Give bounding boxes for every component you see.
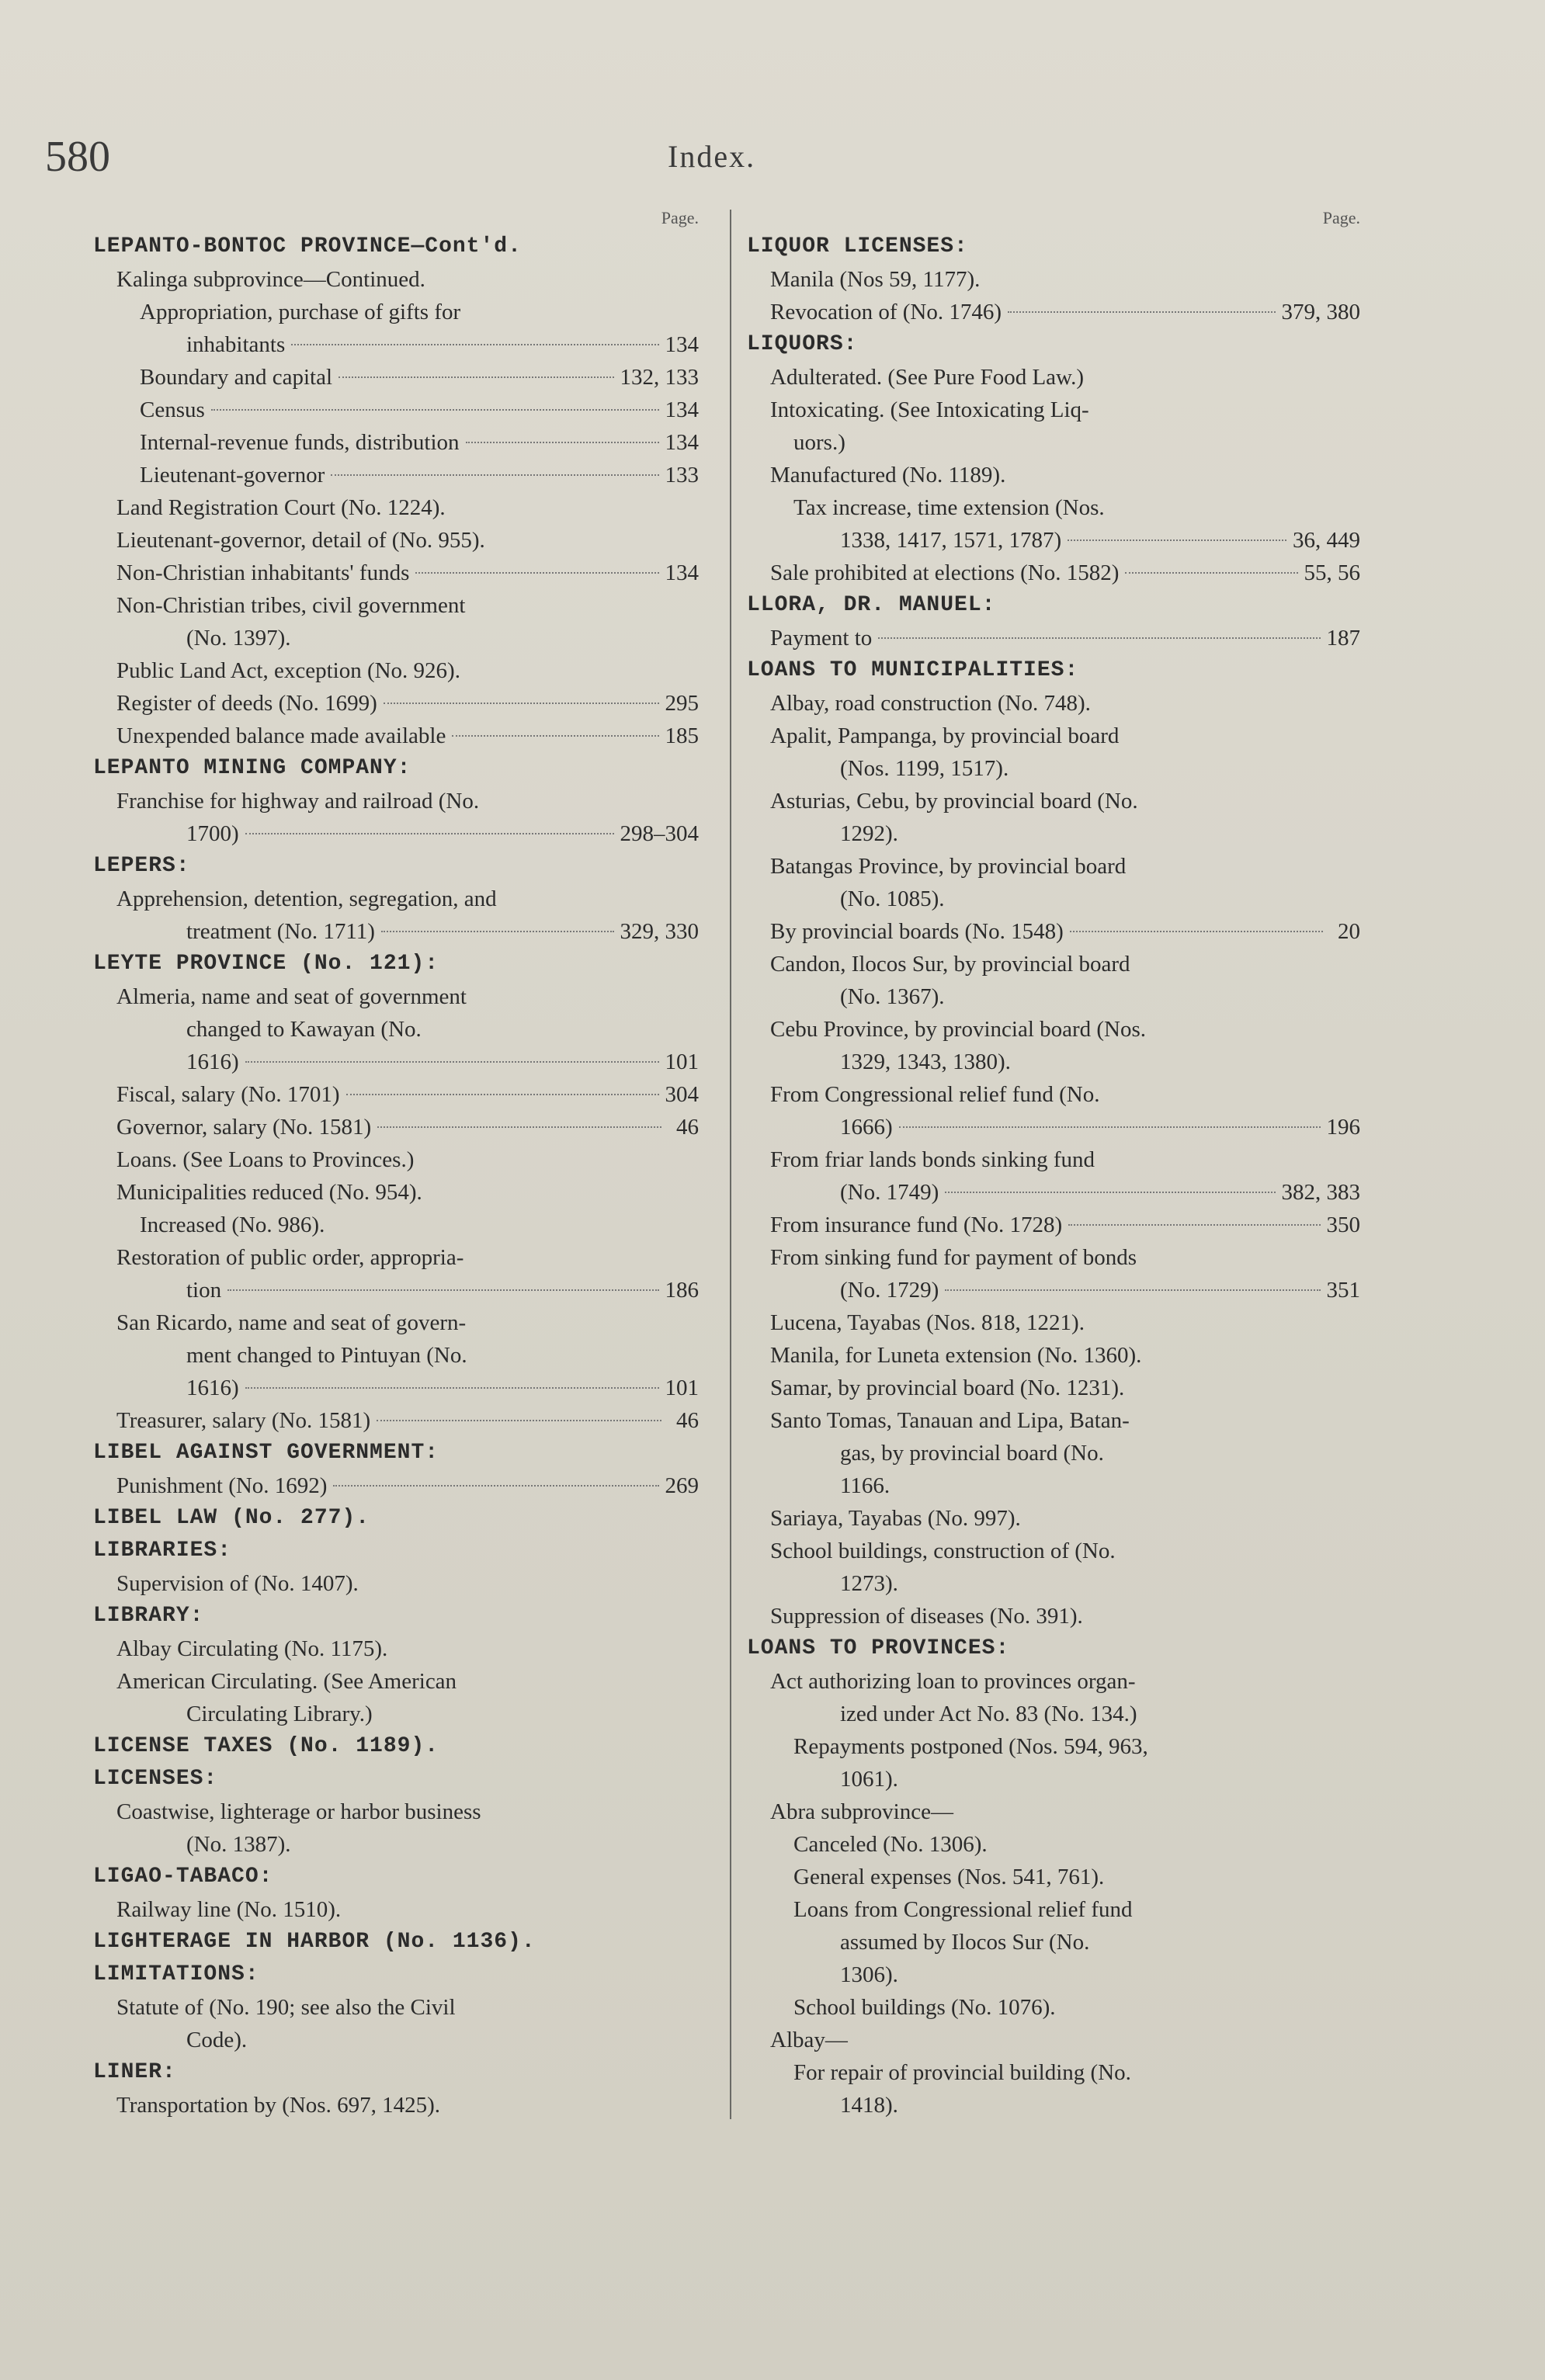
page-reference: 382, 383 <box>1281 1180 1360 1205</box>
index-entry <box>93 557 699 589</box>
dot-leader <box>1068 539 1286 541</box>
index-entry: 1166. <box>840 1473 891 1498</box>
index-entry <box>93 426 699 459</box>
page-reference: 55, 56 <box>1304 560 1360 585</box>
index-entry: 1292). <box>840 821 898 846</box>
entry-text: 1616) <box>186 1049 239 1074</box>
entry-text: Governor, salary (No. 1581) <box>116 1115 372 1140</box>
entry-text: 1338, 1417, 1571, 1787) <box>840 528 1062 553</box>
index-entry: Statute of (No. 190; see also the Civil <box>116 1995 456 2020</box>
page-reference: 132, 133 <box>620 365 699 390</box>
index-entry <box>747 1209 1360 1241</box>
index-entry: (Nos. 1199, 1517). <box>840 756 1009 781</box>
index-entry: Public Land Act, exception (No. 926). <box>116 658 460 683</box>
dot-leader <box>245 833 614 834</box>
page-reference: 101 <box>665 1049 699 1074</box>
entry-text: (No. 1729) <box>840 1278 939 1303</box>
index-heading: LIBRARIES: <box>93 1539 232 1563</box>
index-entry: Coastwise, lighterage or harbor business <box>116 1799 481 1824</box>
dot-leader <box>878 637 1320 639</box>
dot-leader <box>466 442 659 443</box>
entry-text: (No. 1749) <box>840 1180 939 1205</box>
left-column <box>93 206 699 2122</box>
index-entry: Asturias, Cebu, by provincial board (No. <box>770 789 1138 814</box>
index-heading: LIGAO-TABACO: <box>93 1865 273 1889</box>
entry-text: Fiscal, salary (No. 1701) <box>116 1082 340 1107</box>
page-number: 580 <box>45 133 110 181</box>
index-entry: American Circulating. (See American <box>116 1669 457 1694</box>
page-reference: 298–304 <box>620 821 699 846</box>
page-reference: 134 <box>665 332 699 357</box>
dot-leader <box>339 376 613 378</box>
index-entry: School buildings (No. 1076). <box>793 1995 1056 2020</box>
index-entry <box>747 1111 1360 1143</box>
page-reference: 134 <box>665 397 699 422</box>
index-heading: LLORA, DR. MANUEL: <box>747 593 996 617</box>
index-entry: Repayments postponed (Nos. 594, 963, <box>793 1734 1148 1759</box>
index-entry: Supervision of (No. 1407). <box>116 1571 359 1596</box>
page-reference: 101 <box>665 1376 699 1400</box>
index-entry: Candon, Ilocos Sur, by provincial board <box>770 952 1130 977</box>
index-entry <box>93 817 699 850</box>
entry-text: Lieutenant-governor <box>140 463 325 487</box>
index-entry <box>93 1404 699 1437</box>
index-entry: Loans. (See Loans to Provinces.) <box>116 1147 415 1172</box>
index-entry <box>93 459 699 491</box>
index-entry <box>93 1111 699 1143</box>
index-entry: 1329, 1343, 1380). <box>840 1049 1011 1074</box>
page-reference: 304 <box>665 1082 699 1107</box>
page-reference: 186 <box>665 1278 699 1303</box>
index-heading: LIQUOR LICENSES: <box>747 234 968 258</box>
dot-leader <box>333 1485 658 1487</box>
index-entry: Canceled (No. 1306). <box>793 1832 988 1857</box>
index-entry: From friar lands bonds sinking fund <box>770 1147 1095 1172</box>
index-entry <box>93 328 699 361</box>
entry-text: Non-Christian inhabitants' funds <box>116 560 410 585</box>
index-entry <box>93 915 699 948</box>
index-entry: Albay, road construction (No. 748). <box>770 691 1091 716</box>
index-entry: Tax increase, time extension (Nos. <box>793 495 1105 520</box>
dot-leader <box>1068 1224 1320 1226</box>
index-heading: LEPANTO-BONTOC PROVINCE—Cont'd. <box>93 234 522 258</box>
entry-text: 1700) <box>186 821 239 846</box>
index-entry: Albay— <box>770 2028 848 2052</box>
page-reference: 46 <box>676 1408 699 1433</box>
index-entry: changed to Kawayan (No. <box>186 1017 422 1042</box>
index-entry: From sinking fund for payment of bonds <box>770 1245 1137 1270</box>
page-reference: 185 <box>665 723 699 748</box>
entry-text: From insurance fund (No. 1728) <box>770 1213 1063 1237</box>
index-entry: Code). <box>186 2028 248 2052</box>
index-entry: 1306). <box>840 1962 898 1987</box>
index-entry: Suppression of diseases (No. 391). <box>770 1604 1083 1629</box>
index-heading: LIMITATIONS: <box>93 1962 259 1986</box>
dot-leader <box>291 344 658 345</box>
page-reference: 20 <box>1338 919 1360 944</box>
page-reference: 46 <box>676 1115 699 1140</box>
index-entry: For repair of provincial building (No. <box>793 2060 1131 2085</box>
index-heading: LOANS TO MUNICIPALITIES: <box>747 658 1079 682</box>
index-entry <box>93 720 699 752</box>
index-entry <box>747 524 1360 557</box>
index-entry: Kalinga subprovince—Continued. <box>116 267 425 292</box>
index-entry: Franchise for highway and railroad (No. <box>116 789 480 814</box>
page-reference: 329, 330 <box>620 919 699 944</box>
entry-text: Punishment (No. 1692) <box>116 1473 328 1498</box>
index-entry <box>747 1176 1360 1209</box>
index-entry <box>93 394 699 426</box>
entry-text: 1666) <box>840 1115 893 1140</box>
index-entry: Adulterated. (See Pure Food Law.) <box>770 365 1085 390</box>
dot-leader <box>346 1094 659 1095</box>
index-entry: Transportation by (Nos. 697, 1425). <box>116 2093 441 2118</box>
page-column-label: Page. <box>661 208 699 227</box>
dot-leader <box>899 1126 1321 1128</box>
index-entry: Batangas Province, by provincial board <box>770 854 1127 879</box>
page-reference: 134 <box>665 430 699 455</box>
page-reference: 133 <box>665 463 699 487</box>
page-reference: 269 <box>665 1473 699 1498</box>
dot-leader <box>381 931 614 932</box>
index-heading: LIBEL AGAINST GOVERNMENT: <box>93 1441 439 1465</box>
page-reference: 36, 449 <box>1293 528 1360 553</box>
index-entry <box>747 915 1360 948</box>
index-heading: LIBEL LAW (No. 277). <box>93 1506 370 1530</box>
index-entry: Increased (No. 986). <box>140 1213 325 1237</box>
dot-leader <box>331 474 658 476</box>
index-entry: Manila, for Luneta extension (No. 1360). <box>770 1343 1142 1368</box>
entry-text: Sale prohibited at elections (No. 1582) <box>770 560 1120 585</box>
entry-text: tion <box>186 1278 222 1303</box>
index-entry: Lieutenant-governor, detail of (No. 955). <box>116 528 485 553</box>
index-entry: 1061). <box>840 1767 898 1792</box>
dot-leader <box>415 572 658 574</box>
index-entry: 1273). <box>840 1571 898 1596</box>
page-reference: 351 <box>1326 1278 1360 1303</box>
entry-text: treatment (No. 1711) <box>186 919 375 944</box>
index-entry: Act authorizing loan to provinces organ- <box>770 1669 1136 1694</box>
index-entry <box>93 687 699 720</box>
index-entry: Railway line (No. 1510). <box>116 1897 342 1922</box>
index-entry: Circulating Library.) <box>186 1702 373 1726</box>
index-entry <box>93 1078 699 1111</box>
index-heading: LINER: <box>93 2060 176 2084</box>
index-heading: LICENSES: <box>93 1767 218 1791</box>
index-entry: From Congressional relief fund (No. <box>770 1082 1100 1107</box>
dot-leader <box>377 1126 661 1128</box>
index-entry <box>93 1046 699 1078</box>
entry-text: Census <box>140 397 205 422</box>
entry-text: inhabitants <box>186 332 286 357</box>
index-entry: assumed by Ilocos Sur (No. <box>840 1930 1090 1955</box>
index-entry: Lucena, Tayabas (Nos. 818, 1221). <box>770 1310 1085 1335</box>
dot-leader <box>211 409 659 411</box>
page-reference: 379, 380 <box>1281 300 1360 324</box>
index-entry <box>93 1469 699 1502</box>
entry-text: Boundary and capital <box>140 365 333 390</box>
index-entry: Albay Circulating (No. 1175). <box>116 1636 388 1661</box>
page-reference: 295 <box>665 691 699 716</box>
index-entry: Apprehension, detention, segregation, and <box>116 886 497 911</box>
entry-text: Treasurer, salary (No. 1581) <box>116 1408 371 1433</box>
index-entry <box>747 622 1360 654</box>
index-heading: LIGHTERAGE IN HARBOR (No. 1136). <box>93 1930 536 1954</box>
dot-leader <box>245 1061 659 1063</box>
page-column-label: Page. <box>1322 208 1360 227</box>
dot-leader <box>945 1192 1275 1193</box>
index-entry <box>93 1274 699 1306</box>
index-entry: (No. 1085). <box>840 886 945 911</box>
entry-text: Payment to <box>770 626 873 651</box>
running-title: Index. <box>668 139 756 174</box>
index-entry: School buildings, construction of (No. <box>770 1539 1116 1563</box>
index-entry: Santo Tomas, Tanauan and Lipa, Batan- <box>770 1408 1130 1433</box>
page-reference: 187 <box>1326 626 1360 651</box>
dot-leader <box>1070 931 1323 932</box>
right-column <box>747 206 1360 2122</box>
dot-leader <box>227 1289 658 1291</box>
index-entry: Cebu Province, by provincial board (Nos. <box>770 1017 1147 1042</box>
dot-leader <box>1125 572 1297 574</box>
entry-text: Register of deeds (No. 1699) <box>116 691 377 716</box>
index-entry: San Ricardo, name and seat of govern- <box>116 1310 467 1335</box>
index-entry: uors.) <box>793 430 845 455</box>
page-reference: 134 <box>665 560 699 585</box>
index-heading: LIQUORS: <box>747 332 858 356</box>
index-entry: Manufactured (No. 1189). <box>770 463 1006 487</box>
index-entry: Land Registration Court (No. 1224). <box>116 495 446 520</box>
index-entry: 1418). <box>840 2093 898 2118</box>
index-entry: gas, by provincial board (No. <box>840 1441 1104 1466</box>
index-entry <box>747 557 1360 589</box>
page-reference: 350 <box>1326 1213 1360 1237</box>
index-entry: Appropriation, purchase of gifts for <box>140 300 461 324</box>
dot-leader <box>452 735 658 737</box>
index-entry: Municipalities reduced (No. 954). <box>116 1180 422 1205</box>
entry-text: Internal-revenue funds, distribution <box>140 430 460 455</box>
entry-text: Unexpended balance made available <box>116 723 446 748</box>
index-entry: General expenses (Nos. 541, 761). <box>793 1865 1105 1889</box>
index-heading: LOANS TO PROVINCES: <box>747 1636 1010 1660</box>
column-divider <box>730 210 731 2119</box>
index-heading: LEYTE PROVINCE (No. 121): <box>93 952 439 976</box>
index-entry <box>747 1274 1360 1306</box>
entry-text: Revocation of (No. 1746) <box>770 300 1002 324</box>
index-entry: (No. 1397). <box>186 626 291 651</box>
index-entry: Almeria, name and seat of government <box>116 984 467 1009</box>
index-entry: Abra subprovince— <box>770 1799 953 1824</box>
index-entry: (No. 1387). <box>186 1832 291 1857</box>
index-heading: LEPANTO MINING COMPANY: <box>93 756 411 780</box>
entry-text: 1616) <box>186 1376 239 1400</box>
index-entry: Sariaya, Tayabas (No. 997). <box>770 1506 1021 1531</box>
dot-leader <box>945 1289 1320 1291</box>
index-entry: Intoxicating. (See Intoxicating Liq- <box>770 397 1089 422</box>
index-entry <box>747 296 1360 328</box>
index-entry: Apalit, Pampanga, by provincial board <box>770 723 1120 748</box>
page-reference: 196 <box>1326 1115 1360 1140</box>
index-entry: Non-Christian tribes, civil government <box>116 593 466 618</box>
dot-leader <box>377 1420 661 1421</box>
dot-leader <box>1008 311 1276 313</box>
index-heading: LIBRARY: <box>93 1604 204 1628</box>
entry-text: By provincial boards (No. 1548) <box>770 919 1064 944</box>
index-entry: Manila (Nos 59, 1177). <box>770 267 981 292</box>
index-entry <box>93 1372 699 1404</box>
index-entry <box>93 361 699 394</box>
index-entry: Samar, by provincial board (No. 1231). <box>770 1376 1125 1400</box>
dot-leader <box>384 703 659 704</box>
index-entry: Restoration of public order, appropria- <box>116 1245 464 1270</box>
index-entry: ized under Act No. 83 (No. 134.) <box>840 1702 1137 1726</box>
index-entry: ment changed to Pintuyan (No. <box>186 1343 467 1368</box>
index-entry: Loans from Congressional relief fund <box>793 1897 1133 1922</box>
index-heading: LICENSE TAXES (No. 1189). <box>93 1734 439 1758</box>
index-entry: (No. 1367). <box>840 984 945 1009</box>
dot-leader <box>245 1387 659 1389</box>
index-heading: LEPERS: <box>93 854 190 878</box>
